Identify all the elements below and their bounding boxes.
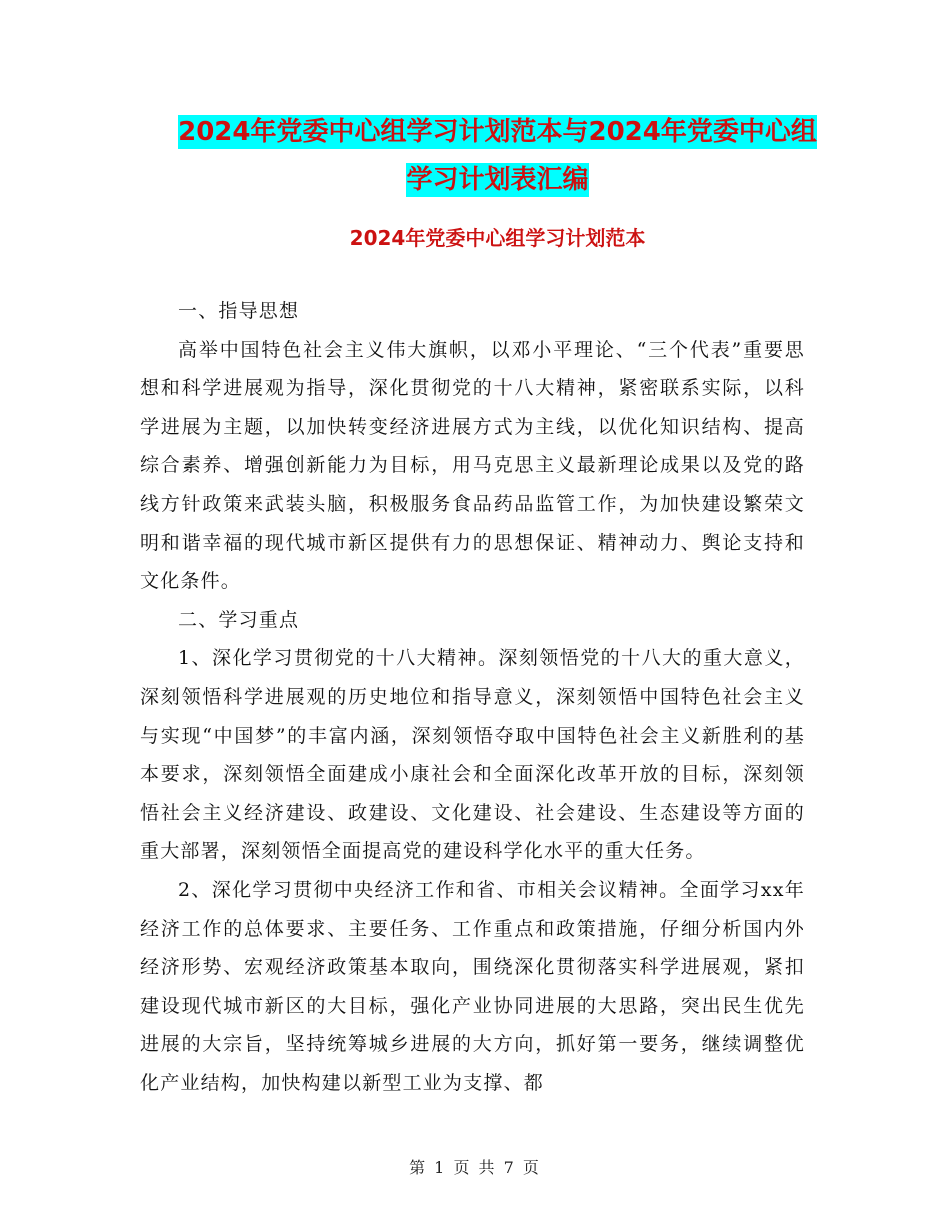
paragraph-heading-study-focus: 二、学习重点 bbox=[178, 608, 300, 631]
document-title bbox=[140, 108, 855, 204]
paragraph: 2、深化学习贯彻中央经济工作和省、市相关会议精神。全面学习xx年经济工作的总体要求、主要任务、工作重点和政策措施，仔细分析国内外经济形势、宏观经济政策基本取向，围绕深化贯彻落实科学进展观，紧扣建设现代城市新区的大目标，强化产业协同进展的大思路，突出民生优先进展的大宗旨，坚持统筹城乡进展的大方向，抓好第一要务，继续调整优化产业结构，加快构建以新型工业为支撑、都 bbox=[140, 878, 805, 1094]
paragraph: 1、深化学习贯彻党的十八大精神。深刻领悟党的十八大的重大意义，深刻领悟科学进展观的历史地位和指导意义，深刻领悟中国特色社会主义与实现“中国梦”的丰富内涵，深刻领悟夺取中国特色社会主义新胜利的基本要求，深刻领悟全面建成小康社会和全面深化改革开放的目标，深刻领悟社会主义经济建设、政建设、文化建设、社会建设、生态建设等方面的重大部署，深刻领悟全面提高党的建设科学化水平的重大任务。 bbox=[140, 647, 805, 863]
paragraph-heading-guiding-thought: 一、指导思想 bbox=[178, 300, 300, 322]
paragraph: 高举中国特色社会主义伟大旗帜，以邓小平理论、“三个代表”重要思想和科学进展观为指导，深化贯彻党的十八大精神，紧密联系实际，以科学进展为主题，以加快转变经济进展方式为主线，以优化知识结构、提高综合素养、增强创新能力为目标，用马克思主义最新理论成果以及党的路线方针政策来武装头脑，积极服务食品药品监管工作，为加快建设繁荣文明和谐幸福的现代城市新区提供有力的思想保证、精神动力、舆论支持和文化条件。 bbox=[140, 338, 805, 593]
document-title-line-2: 学习计划表汇编 bbox=[406, 165, 589, 195]
section-title: 2024年党委中心组学习计划范本 bbox=[349, 226, 646, 250]
page-footer: 第 1 页 共 7 页 bbox=[409, 1158, 541, 1177]
document-body bbox=[140, 292, 805, 1102]
document-title-line-1: 2024年党委中心组学习计划范本与2024年党委中心组 bbox=[178, 117, 817, 147]
